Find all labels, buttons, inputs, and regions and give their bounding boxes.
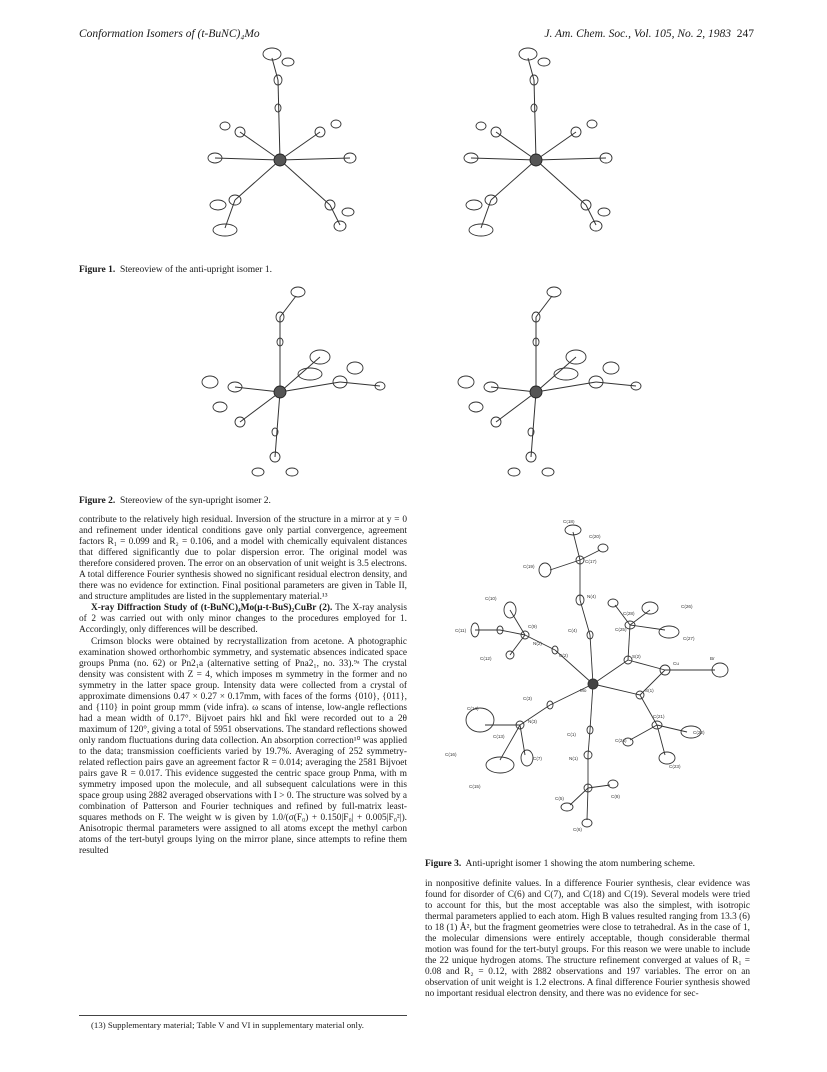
page-number: 247 xyxy=(736,28,754,40)
atom-label: C(5) xyxy=(555,796,564,801)
paragraph-text: The X-ray analysis of 2 was carried out with only minor changes to the procedures employed for 1. Accordingly, only differences will be described. xyxy=(79,603,407,636)
atom-label: C(14) xyxy=(467,706,479,711)
atom-label: C(8) xyxy=(611,794,620,799)
atom-label: C(20) xyxy=(589,534,601,539)
atom-label: C(21) xyxy=(653,714,665,719)
figure-1-stereoview xyxy=(180,40,650,255)
atom-label: C(12) xyxy=(480,656,492,661)
figure-3-label: Figure 3. xyxy=(425,859,462,869)
atom-label: S(2) xyxy=(632,654,641,659)
atom-label: N(4) xyxy=(587,594,596,599)
atom-label: C(28) xyxy=(623,611,635,616)
atom-label: C(18) xyxy=(563,520,575,524)
atom-label: C(27) xyxy=(683,636,695,641)
atom-label: C(9) xyxy=(528,624,537,629)
atom-label: C(26) xyxy=(681,604,693,609)
atom-label: C(19) xyxy=(523,564,535,569)
left-column xyxy=(79,515,407,857)
atom-label: C(15) xyxy=(469,784,481,789)
paragraph: contribute to the relatively high residual. Inversion of the structure in a mirror at y = 0 and refinement under identical conditions gave only partial convergence, agreement factors R₁ = 0.099 and R₂ = 0.106, and a model with chemically equivalent distances that differed significantly due to polar dispersion error. The original model was therefore considered proven. The error on an observation of unit weight is 3.5 electrons. A total difference Fourier synthesis showed no significant residual electron density, and there was no evidence for extinction. Final positional parameters are given in Table II, and structure amplitudes are listed in the supplementary material.¹³ xyxy=(79,515,407,603)
figure-2-caption xyxy=(79,495,271,507)
atom-label: S(1) xyxy=(645,688,654,693)
atom-label: C(22) xyxy=(693,730,705,735)
footnote: (13) Supplementary material; Table V and VI in supplementary material only. xyxy=(91,1020,364,1030)
atom-label: C(25) xyxy=(615,627,627,632)
atom-label: Mo xyxy=(580,688,587,693)
atom-label: C(16) xyxy=(445,752,457,757)
atom-label: C(2) xyxy=(559,653,568,658)
atom-label: N(2) xyxy=(533,641,542,646)
figure-3-caption xyxy=(425,858,750,870)
atom-label: C(1) xyxy=(567,732,576,737)
atom-label: C(6) xyxy=(573,827,582,832)
atom-label: C(24) xyxy=(615,738,627,743)
figure-2-text: Stereoview of the syn-upright isomer 2. xyxy=(120,496,271,506)
section-heading: X-ray Diffraction Study of (t-BuNC)₄Mo(μ-t-BuS)₂CuBr (2). xyxy=(91,603,333,614)
atom-label: C(7) xyxy=(533,756,542,761)
journal-citation xyxy=(544,28,754,40)
journal-reference: J. Am. Chem. Soc., Vol. 105, No. 2, 1983 xyxy=(544,28,731,40)
atom-label: C(3) xyxy=(523,696,532,701)
footnote-divider xyxy=(79,1015,407,1016)
atom-label: N(3) xyxy=(528,719,537,724)
figure-1-text: Stereoview of the anti-upright isomer 1. xyxy=(120,265,272,275)
atom-label: C(11) xyxy=(455,628,467,633)
figure-2-label: Figure 2. xyxy=(79,496,116,506)
right-column xyxy=(425,879,750,1001)
figure-3-text: Anti-upright isomer 1 showing the atom numbering scheme. xyxy=(465,859,696,869)
atom-label: C(17) xyxy=(585,559,597,564)
atom-label: C(10) xyxy=(485,596,497,601)
atom-label: C(23) xyxy=(669,764,681,769)
atom-label: C(13) xyxy=(493,734,505,739)
paragraph: Crimson blocks were obtained by recrystallization from acetone. A photographic examination showed orthorhombic symmetry, and systematic absences indicated space groups Pnma (no. 62) or Pn2₁a (alternative setting of Pna2₁, no. 33).⁹ᵃ The crystal density was consistent with Z = 4, which imposes m symmetry in the former and no symmetry in the latter space group. Intensity data were collected from a crystal of approximate dimensions 0.47 × 0.27 × 0.17mm, with faces of the forms {010}, {011}, and {110} in point group mmm (vide infra). ω scans of intense, low-angle reflections had a mean width of 0.17°. Bijvoet pairs hkl and h̄kl were recorded out to a 2θ maximum of 120°, giving a total of 5951 observations. The standard reflections showed only random fluctuations during data collection. An absorption correction¹⁰ was applied to the data; transmission coefficients varied by 19.7%. Averaging of 252 symmetry-related reflection pairs gave an agreement factor R = 0.014; averaging the 2581 Bijvoet pairs gave R = 0.017. This evidence suggested the centric space group Pnma, with m symmetry imposed upon the molecule, and all subsequent calculations were in this space group using 2882 averaged observations with I > 0. The structure was solved by a combination of Patterson and Fourier techniques and refined by full-matrix least-squares methods on F. The weight w is given by 1.0/(σ(F₀) + 0.150|F₀| + 0.005|F₀²|). Anisotropic thermal parameters were assigned to all atoms except the methyl carbon atoms of the tert-butyl groups lying on the mirror plane, since attempts to refine them resulted xyxy=(79,636,407,857)
paragraph: in nonpositive definite values. In a difference Fourier synthesis, clear evidence was found for disorder of C(6) and C(7), and C(18) and C(19). Several models were tried to account for this, but the most acceptable was also the simplest, with isotropic thermal parameters applied to each atom. High B values resulted ranging from 13.3 (6) to 18 (1) Å², but the fragment geometries were close to tetrahedral. As in the case of 1, the molecular dimensions were entirely acceptable, though considerable thermal motion was found for the tert-butyl groups. For this reason we were unable to include the 22 unique hydrogen atoms. The structure refinement converged at values of R₁ = 0.08 and R₂ = 0.12, with 2882 observations and 197 variables. The error on an observation of unit weight is 1.2 electrons. A final difference Fourier synthesis showed no important residual electron density, and there was no evidence for sec- xyxy=(425,879,750,1000)
figure-3-molecule xyxy=(425,520,745,850)
atom-label: N(1) xyxy=(569,756,578,761)
atom-label: Br xyxy=(710,656,715,661)
figure-1-label: Figure 1. xyxy=(79,265,116,275)
atom-label: Cu xyxy=(673,661,679,666)
paragraph xyxy=(79,603,407,636)
figure-2-stereoview xyxy=(180,282,650,487)
atom-label: C(4) xyxy=(568,628,577,633)
running-title: Conformation Isomers of (t-BuNC)₄Mo xyxy=(79,28,260,40)
figure-1-caption xyxy=(79,264,272,276)
